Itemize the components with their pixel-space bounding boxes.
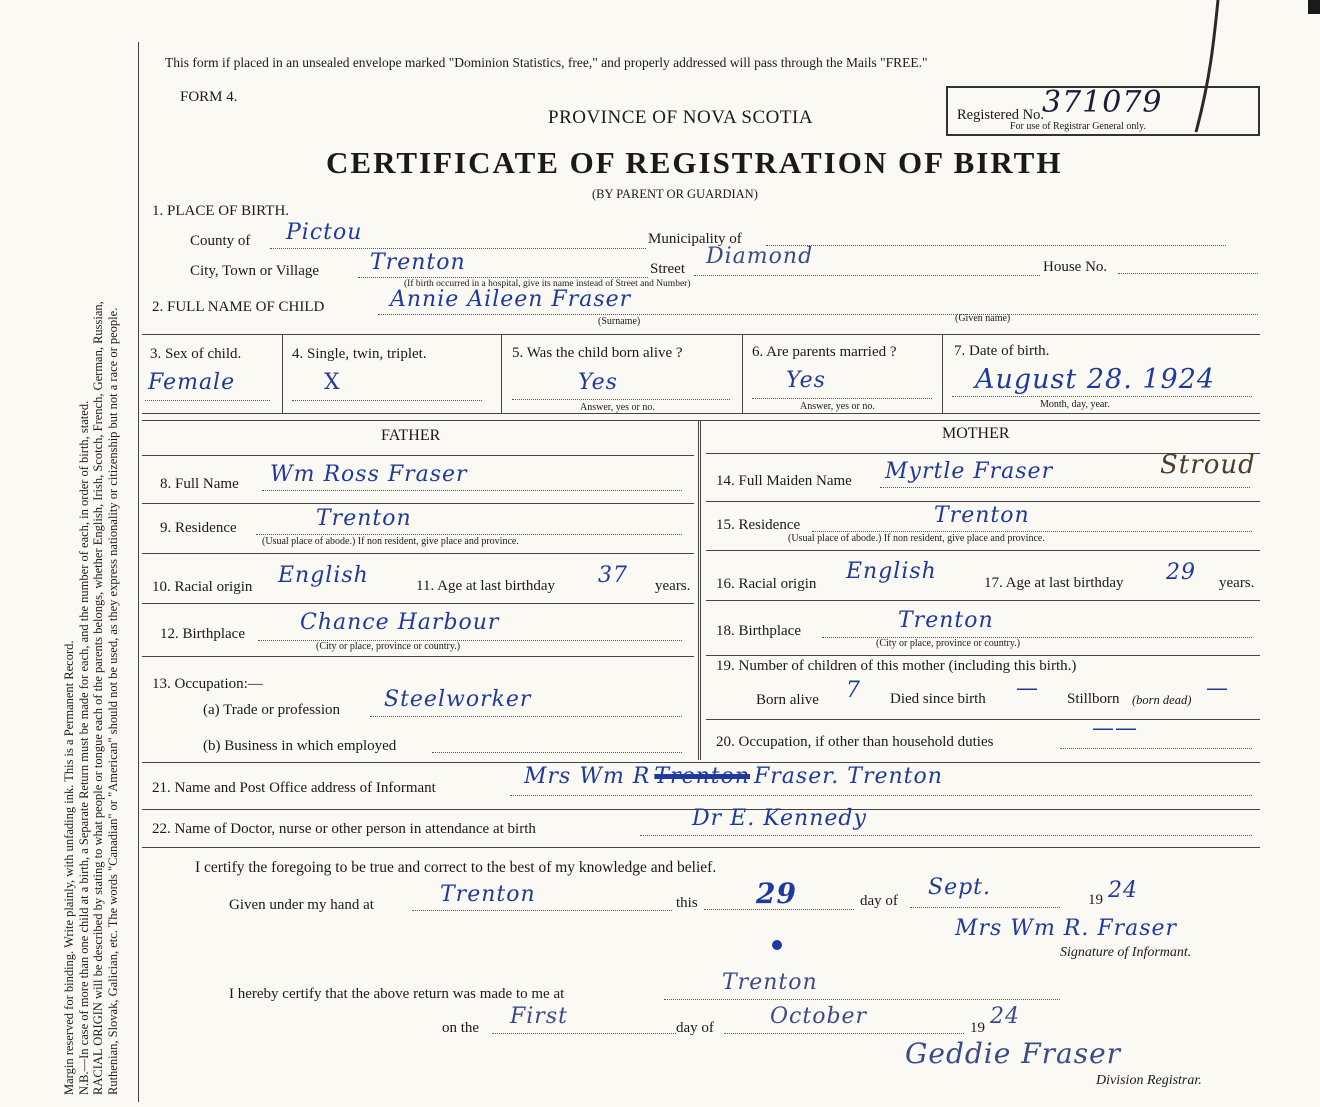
mother-heading: MOTHER — [942, 425, 1010, 442]
mother-birthplace-value: Trenton — [898, 608, 994, 633]
married-value: Yes — [786, 368, 826, 393]
margin-note-multiple-births: N.B.—In case of more than one child at a birth, a Separate Return must be made for each, and the number of each, in order of birth, stated. — [76, 400, 91, 1095]
mother-age-unit: years. — [1219, 575, 1255, 591]
father-racial-value: English — [278, 563, 369, 588]
mother-row-rule-5 — [706, 719, 1260, 720]
father-age-value: 37 — [598, 563, 628, 588]
father-birthplace-value: Chance Harbour — [300, 610, 500, 635]
dob-label: 7. Date of birth. — [954, 343, 1050, 359]
registrar-on-the-label: on the — [442, 1020, 480, 1036]
registrar-place-line — [664, 999, 1060, 1000]
alive-label: 5. Was the child born alive ? — [512, 345, 683, 361]
sex-label: 3. Sex of child. — [150, 346, 242, 362]
mother-row-rule-1 — [706, 501, 1260, 502]
stillborn-value: — — [1206, 676, 1229, 701]
mother-residence-line — [812, 531, 1252, 532]
city-value: Trenton — [370, 250, 466, 275]
father-row-rule-1 — [142, 503, 694, 504]
died-since-birth-label: Died since birth — [890, 691, 986, 707]
informant-line — [510, 795, 1252, 796]
parents-divider — [698, 420, 701, 760]
mother-residence-value: Trenton — [934, 503, 1030, 528]
given-year-value: 24 — [1108, 878, 1138, 903]
mother-name-correction: Stroud — [1160, 450, 1256, 480]
alive-line — [512, 399, 730, 400]
rule-bottom-items — [142, 413, 1260, 414]
given-under-hand-label: Given under my hand at — [229, 897, 374, 913]
house-label: House No. — [1043, 259, 1108, 275]
given-day-value: 29 — [756, 877, 797, 910]
child-name-line — [378, 314, 1258, 315]
divider-6-7 — [942, 334, 943, 413]
parents-top-rule — [142, 420, 1260, 421]
place-of-birth-label: 1. PLACE OF BIRTH. — [152, 203, 290, 219]
child-name-value: Annie Aileen Fraser — [390, 287, 632, 312]
father-residence-label: 9. Residence — [160, 520, 237, 536]
this-label: this — [676, 895, 698, 911]
city-label: City, Town or Village — [190, 263, 320, 279]
plurality-label: 4. Single, twin, triplet. — [292, 346, 427, 362]
registrar-day-of-label: day of — [676, 1020, 714, 1036]
alive-value: Yes — [578, 370, 618, 395]
mother-age-value: 29 — [1166, 560, 1196, 585]
margin-rule — [138, 42, 139, 1102]
father-age-label: 11. Age at last birthday — [416, 578, 555, 594]
registrar-month-line — [724, 1033, 964, 1034]
given-place-value: Trenton — [440, 882, 536, 907]
municipality-label: Municipality of — [648, 231, 742, 247]
informant-signature-caption: Signature of Informant. — [1060, 945, 1192, 960]
died-since-birth-value: — — [1016, 676, 1039, 701]
surname-caption: (Surname) — [598, 316, 641, 327]
given-month-value: Sept. — [928, 875, 992, 900]
doctor-bottom-rule — [142, 847, 1260, 848]
stillborn-label: Stillborn — [1067, 691, 1120, 707]
informant-top-rule — [142, 762, 1260, 763]
province-heading: PROVINCE OF NOVA SCOTIA — [548, 107, 814, 128]
father-row-rule-2 — [142, 553, 694, 554]
mother-birthplace-caption: (City or place, province or country.) — [876, 638, 1021, 649]
county-line — [270, 248, 646, 249]
mother-occupation-value: —— — [1092, 716, 1138, 741]
municipality-line — [766, 245, 1226, 246]
sex-value: Female — [148, 370, 236, 395]
corner-mark — [1308, 0, 1320, 14]
margin-note-binding: Margin reserved for binding. Write plainly, with unfading ink. This is a Permanent Record. — [62, 640, 76, 1095]
father-business-line — [432, 752, 682, 753]
mother-age-label: 17. Age at last birthday — [984, 575, 1124, 591]
father-residence-value: Trenton — [316, 506, 412, 531]
mother-row-rule-2 — [706, 550, 1260, 551]
mail-note: This form if placed in an unsealed envelope marked "Dominion Statistics, free," and properly addressed will pass through the Mails "FREE." — [165, 55, 928, 70]
form-number: FORM 4. — [180, 89, 238, 105]
certify-text: I certify the foregoing to be true and correct to the best of my knowledge and belief. — [195, 859, 717, 876]
registrar-certify-text: I hereby certify that the above return was made to me at — [229, 986, 565, 1002]
father-heading: FATHER — [381, 427, 441, 444]
given-day-line — [704, 909, 854, 910]
mother-residence-label: 15. Residence — [716, 517, 801, 533]
mother-racial-value: English — [846, 559, 937, 584]
mother-row-rule-4 — [706, 655, 1260, 656]
margin-note-nationality: Ruthenian, Slovak, Galician, etc. The words "Canadian" or "American" should not be used, as they express nationality or citizenship but not a race or people. — [105, 307, 120, 1095]
father-residence-caption: (Usual place of abode.) If non resident, give place and province. — [262, 536, 519, 547]
given-place-line — [412, 910, 672, 911]
informant-struck-text: Trenton — [654, 764, 750, 789]
stillborn-note: (born dead) — [1132, 693, 1192, 707]
sex-line — [145, 400, 270, 401]
born-alive-value: 7 — [846, 678, 861, 703]
father-row-rule-0 — [142, 455, 694, 456]
ink-blot — [772, 940, 782, 950]
doctor-line — [640, 835, 1252, 836]
city-line — [358, 277, 648, 278]
father-name-label: 8. Full Name — [160, 476, 239, 492]
father-racial-label: 10. Racial origin — [152, 579, 253, 595]
child-name-label: 2. FULL NAME OF CHILD — [152, 299, 325, 315]
divider-4-5 — [501, 334, 502, 413]
registrar-day-line — [492, 1033, 676, 1034]
county-label: County of — [190, 233, 251, 249]
informant-value-b: Fraser. Trenton — [754, 764, 943, 789]
dob-line — [952, 396, 1252, 397]
plurality-value: X — [324, 370, 341, 395]
informant-value-a: Mrs Wm R — [524, 764, 651, 789]
registrar-year-value: 24 — [990, 1004, 1020, 1029]
plurality-line — [292, 400, 482, 401]
registrar-note: For use of Registrar General only. — [1010, 121, 1146, 132]
father-trade-label: (a) Trade or profession — [203, 702, 341, 718]
page-title: CERTIFICATE OF REGISTRATION OF BIRTH — [326, 145, 1063, 180]
married-caption: Answer, yes or no. — [800, 401, 875, 412]
father-name-line — [262, 490, 682, 491]
mother-name-line — [880, 487, 1250, 488]
registrar-place-value: Trenton — [722, 970, 818, 995]
father-trade-value: Steelworker — [384, 687, 532, 712]
given-month-line — [910, 907, 1060, 908]
hospital-note: (If birth occurred in a hospital, give its name instead of Street and Number) — [404, 279, 691, 289]
page-subtitle: (BY PARENT OR GUARDIAN) — [592, 187, 758, 201]
street-value: Diamond — [706, 244, 814, 269]
father-birthplace-caption: (City or place, province or country.) — [316, 641, 461, 652]
registrar-month-value: October — [770, 1004, 868, 1029]
doctor-value: Dr E. Kennedy — [692, 806, 867, 831]
registered-number: 371079 — [1042, 85, 1163, 120]
given-day-of-label: day of — [860, 893, 898, 909]
mother-occupation-label: 20. Occupation, if other than household duties — [716, 734, 994, 750]
registrar-signature: Geddie Fraser — [905, 1037, 1122, 1070]
rule-top-items — [142, 334, 1260, 335]
divider-5-6 — [742, 334, 743, 413]
mother-row-rule-3 — [706, 600, 1260, 601]
mother-birthplace-label: 18. Birthplace — [716, 623, 801, 639]
registrar-caption: Division Registrar. — [1096, 1073, 1202, 1088]
doctor-label: 22. Name of Doctor, nurse or other person in attendance at birth — [152, 821, 536, 837]
mother-name-value: Myrtle Fraser — [885, 459, 1054, 484]
father-residence-line — [256, 534, 682, 535]
registrar-day-value: First — [510, 1004, 568, 1029]
father-business-label: (b) Business in which employed — [203, 738, 397, 754]
married-line — [752, 398, 932, 399]
informant-signature: Mrs Wm R. Fraser — [955, 916, 1178, 941]
father-name-value: Wm Ross Fraser — [270, 462, 468, 487]
street-line — [694, 275, 1040, 276]
mother-residence-caption: (Usual place of abode.) If non resident, give place and province. — [788, 533, 1045, 544]
married-label: 6. Are parents married ? — [752, 344, 897, 360]
dob-caption: Month, day, year. — [1040, 399, 1110, 410]
father-birthplace-label: 12. Birthplace — [160, 626, 245, 642]
county-value: Pictou — [286, 220, 363, 245]
street-label: Street — [650, 261, 685, 277]
mother-racial-label: 16. Racial origin — [716, 576, 817, 592]
divider-3-4 — [282, 334, 283, 413]
house-line — [1118, 273, 1258, 274]
mother-occupation-line — [1060, 748, 1252, 749]
margin-notes — [62, 301, 120, 1095]
given-year-prefix: 19 — [1088, 892, 1103, 908]
registrar-year-prefix: 19 — [970, 1020, 985, 1036]
registered-label: Registered No. — [957, 107, 1044, 123]
father-row-rule-3 — [142, 603, 694, 604]
father-row-rule-4 — [142, 656, 694, 657]
born-alive-label: Born alive — [756, 692, 819, 708]
informant-label: 21. Name and Post Office address of Informant — [152, 780, 436, 796]
dob-value: August 28. 1924 — [975, 364, 1216, 395]
father-trade-line — [370, 716, 682, 717]
pen-stroke-mark — [1170, 0, 1230, 140]
father-occupation-label: 13. Occupation:— — [152, 676, 263, 692]
mother-name-label: 14. Full Maiden Name — [716, 473, 852, 489]
given-caption: (Given name) — [955, 313, 1011, 324]
alive-caption: Answer, yes or no. — [580, 402, 655, 413]
father-age-unit: years. — [655, 578, 691, 594]
margin-note-racial-origin: RACIAL ORIGIN will be described by stating to what people or tongue each of the parents belongs, whether English, Irish, Scotch, French, German, Russian, — [91, 301, 105, 1095]
informant-value — [524, 766, 943, 788]
mother-children-label: 19. Number of children of this mother (including this birth.) — [716, 658, 1077, 674]
